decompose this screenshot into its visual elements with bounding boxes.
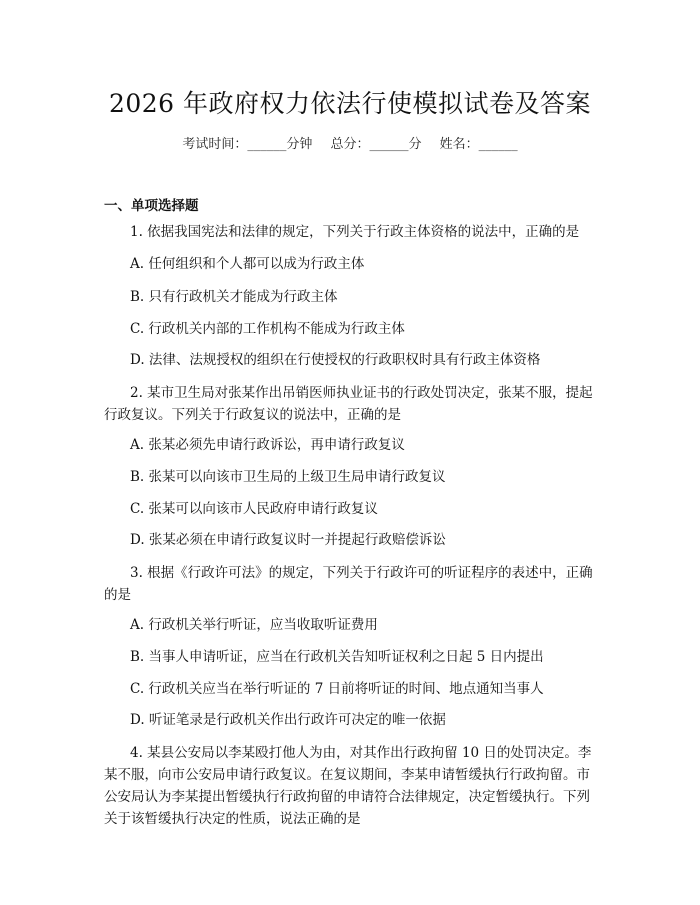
question-option: C. 行政机关内部的工作机构不能成为行政主体 — [130, 321, 405, 337]
question-option: A. 张某必须先申请行政诉讼，再申请行政复议 — [130, 437, 405, 453]
question-stem: 3. 根据《行政许可法》的规定，下列关于行政许可的听证程序的表述中，正确的是 — [104, 565, 593, 603]
exam-name: 姓名：______ — [439, 137, 518, 152]
question-option: D. 张某必须在申请行政复议时一并提起行政赔偿诉讼 — [130, 532, 446, 548]
exam-score: 总分：______分 — [330, 137, 422, 152]
question-stem: 1. 依据我国宪法和法律的规定，下列关于行政主体资格的说法中，正确的是 — [130, 224, 580, 240]
question-option: B. 只有行政机关才能成为行政主体 — [130, 289, 338, 305]
question-option: B. 张某可以向该市卫生局的上级卫生局申请行政复议 — [130, 469, 446, 485]
section-title: 一、单项选择题 — [104, 198, 199, 214]
exam-time: 考试时间：______分钟 — [182, 137, 313, 152]
question-stem: 2. 某市卫生局对张某作出吊销医师执业证书的行政处罚决定，张某不服，提起行政复议。下列关于行政复议的说法中，正确的是 — [104, 385, 593, 423]
question-option: D. 听证笔录是行政机关作出行政许可决定的唯一依据 — [130, 712, 446, 728]
question-option: D. 法律、法规授权的组织在行使授权的行政职权时具有行政主体资格 — [130, 352, 541, 368]
question-stem: 4. 某县公安局以李某殴打他人为由，对其作出行政拘留 10 日的处罚决定。李某不服，向市公安局申请行政复议。在复议期间，李某申请暂缓执行行政拘留。市公安局认为李某提出暂缓执行行政拘留的申请符合法律规定，决定暂缓执行。下列关于该暂缓执行决定的性质，说法正确的是 — [104, 745, 592, 827]
question-option: C. 行政机关应当在举行听证的 7 日前将听证的时间、地点通知当事人 — [130, 681, 544, 697]
question-option: B. 当事人申请听证，应当在行政机关告知听证权利之日起 5 日内提出 — [130, 649, 544, 665]
question-option: A. 行政机关举行听证，应当收取听证费用 — [130, 617, 378, 633]
document-title: 2026 年政府权力依法行使模拟试卷及答案 — [108, 89, 592, 118]
question-option: C. 张某可以向该市人民政府申请行政复议 — [130, 501, 378, 517]
question-option: A. 任何组织和个人都可以成为行政主体 — [130, 256, 365, 272]
exam-meta — [0, 133, 700, 152]
